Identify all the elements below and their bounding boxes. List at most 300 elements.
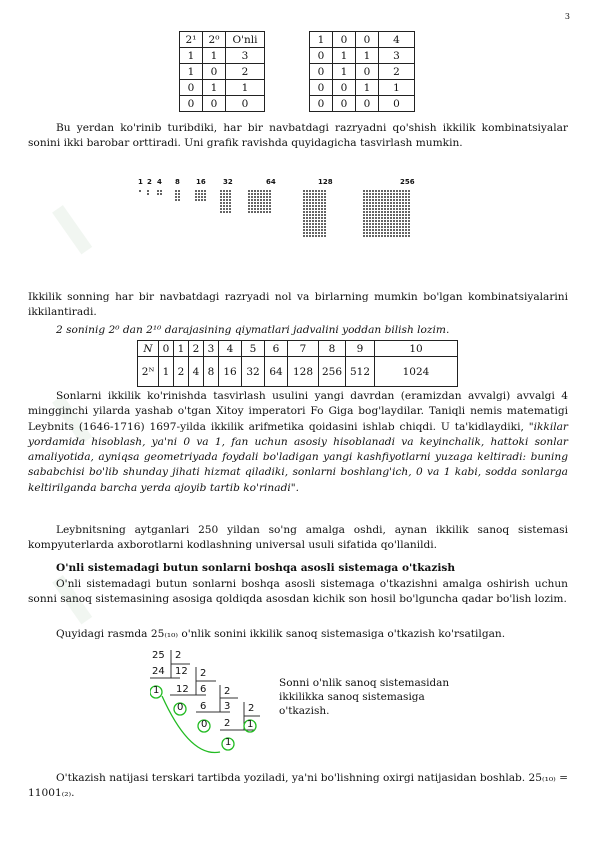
- dot: [393, 205, 395, 207]
- dot: [315, 235, 317, 237]
- dot: [372, 220, 374, 222]
- division-cell: 0: [201, 719, 208, 730]
- dot: [318, 193, 320, 195]
- dot: [366, 220, 368, 222]
- table-cell: 1: [333, 64, 356, 80]
- table-cell: 128: [288, 357, 319, 387]
- dot: [390, 235, 392, 237]
- dot: [318, 229, 320, 231]
- dot: [405, 202, 407, 204]
- dot: [384, 196, 386, 198]
- table-cell: 9: [346, 341, 375, 357]
- dot: [315, 223, 317, 225]
- table-cell: 1: [226, 80, 265, 96]
- dot: [369, 190, 371, 192]
- dot: [220, 196, 222, 198]
- dot: [312, 196, 314, 198]
- dot: [363, 193, 365, 195]
- dot: [363, 202, 365, 204]
- dot: [303, 232, 305, 234]
- dot: [306, 214, 308, 216]
- dot: [375, 208, 377, 210]
- dot: [318, 202, 320, 204]
- dot: [318, 208, 320, 210]
- dot: [204, 193, 206, 195]
- table-cell: 0: [180, 96, 203, 112]
- dot: [315, 220, 317, 222]
- division-cell: 12: [175, 666, 188, 677]
- dot: [306, 235, 308, 237]
- table-cell: 0: [159, 341, 174, 357]
- dot: [306, 217, 308, 219]
- dot: [321, 190, 323, 192]
- dot: [309, 196, 311, 198]
- table-cell: 2: [189, 341, 204, 357]
- dot: [306, 220, 308, 222]
- dot: [260, 199, 262, 201]
- dot: [363, 214, 365, 216]
- dot: [266, 193, 268, 195]
- table-cell: 0: [310, 64, 333, 80]
- dot: [303, 220, 305, 222]
- dot-label: 1: [138, 178, 143, 186]
- dot: [269, 190, 271, 192]
- dot: [387, 190, 389, 192]
- table-cell: 2ᴺ: [138, 357, 159, 387]
- dot: [405, 205, 407, 207]
- division-cell: 6: [200, 701, 207, 712]
- dot: [396, 217, 398, 219]
- dot: [251, 190, 253, 192]
- dot: [324, 208, 326, 210]
- dot: [303, 235, 305, 237]
- dot: [402, 226, 404, 228]
- dot: [312, 229, 314, 231]
- dot: [375, 220, 377, 222]
- table-cell: 1: [203, 80, 226, 96]
- dot: [396, 190, 398, 192]
- dot: [175, 196, 177, 198]
- dot: [381, 217, 383, 219]
- table-cell: 0: [310, 96, 333, 112]
- dot: [390, 193, 392, 195]
- dot: [378, 196, 380, 198]
- dot: [393, 229, 395, 231]
- dot: [381, 202, 383, 204]
- dot: [257, 193, 259, 195]
- dot: [375, 217, 377, 219]
- dot: [324, 193, 326, 195]
- dot: [381, 196, 383, 198]
- dot: [318, 235, 320, 237]
- dot: [366, 223, 368, 225]
- dot: [387, 208, 389, 210]
- dot: [178, 196, 180, 198]
- dot: [384, 214, 386, 216]
- dot: [139, 190, 141, 192]
- dot: [372, 193, 374, 195]
- dot: [306, 211, 308, 213]
- dot: [393, 220, 395, 222]
- dot: [324, 205, 326, 207]
- dot: [160, 190, 162, 192]
- dot: [315, 202, 317, 204]
- table-cell: 256: [319, 357, 346, 387]
- table-cell: 3: [379, 48, 415, 64]
- dot: [363, 208, 365, 210]
- dot: [378, 223, 380, 225]
- table-cell: 3: [226, 48, 265, 64]
- dot: [381, 190, 383, 192]
- dot: [269, 202, 271, 204]
- dot: [229, 199, 231, 201]
- dot: [324, 226, 326, 228]
- table-cell: 1: [310, 32, 333, 48]
- dot: [396, 214, 398, 216]
- dot: [248, 190, 250, 192]
- dot: [405, 235, 407, 237]
- dot: [390, 202, 392, 204]
- dot: [384, 229, 386, 231]
- dot: [375, 211, 377, 213]
- dot: [387, 202, 389, 204]
- dot: [384, 193, 386, 195]
- dot: [309, 214, 311, 216]
- dot: [369, 199, 371, 201]
- dot: [321, 202, 323, 204]
- dot: [321, 223, 323, 225]
- dot: [248, 211, 250, 213]
- dot: [309, 211, 311, 213]
- table-cell: 1: [159, 357, 174, 387]
- dot: [378, 220, 380, 222]
- dot: [226, 193, 228, 195]
- dot: [399, 217, 401, 219]
- dot: [399, 214, 401, 216]
- dot: [369, 217, 371, 219]
- dot: [303, 229, 305, 231]
- dot: [223, 205, 225, 207]
- dot: [393, 196, 395, 198]
- dot: [402, 229, 404, 231]
- dot: [263, 196, 265, 198]
- paragraph-result: O'tkazish natijasi terskari tartibda yoziladi, ya'ni bo'lishning oxirgi natijasidan boshlab. 25₍₁₀₎ = 11001₍₂₎.: [28, 772, 568, 800]
- dot: [393, 208, 395, 210]
- table-header: 2⁰: [203, 32, 226, 48]
- table-cell: 0: [203, 64, 226, 80]
- dot: [312, 220, 314, 222]
- dot: [393, 232, 395, 234]
- dot: [315, 229, 317, 231]
- table-cell: 512: [346, 357, 375, 387]
- dot: [315, 226, 317, 228]
- dot: [408, 199, 410, 201]
- dot: [399, 211, 401, 213]
- division-cell: 2: [175, 650, 182, 661]
- dot: [318, 190, 320, 192]
- dot: [309, 226, 311, 228]
- dot: [363, 196, 365, 198]
- dot: [378, 205, 380, 207]
- dot: [254, 199, 256, 201]
- dot: [393, 217, 395, 219]
- dot: [309, 235, 311, 237]
- dot: [387, 229, 389, 231]
- dot: [384, 199, 386, 201]
- dot: [366, 226, 368, 228]
- table-cell: 1: [333, 48, 356, 64]
- dot: [266, 205, 268, 207]
- dot: [321, 217, 323, 219]
- dot: [254, 202, 256, 204]
- dot: [226, 190, 228, 192]
- dot: [178, 193, 180, 195]
- dot: [312, 211, 314, 213]
- dot: [387, 220, 389, 222]
- dot: [384, 235, 386, 237]
- dot: [312, 235, 314, 237]
- dot: [372, 232, 374, 234]
- dot: [321, 232, 323, 234]
- dot: [396, 196, 398, 198]
- dot: [321, 226, 323, 228]
- dot: [312, 199, 314, 201]
- dot: [223, 193, 225, 195]
- dot: [312, 190, 314, 192]
- dot: [399, 235, 401, 237]
- dot: [366, 211, 368, 213]
- dot: [375, 202, 377, 204]
- dot: [381, 193, 383, 195]
- dot: [321, 193, 323, 195]
- dot: [375, 196, 377, 198]
- dot: [315, 190, 317, 192]
- dot: [324, 229, 326, 231]
- dot: [309, 190, 311, 192]
- dot: [363, 217, 365, 219]
- dot: [375, 214, 377, 216]
- table-cell: 1: [180, 48, 203, 64]
- dot: [405, 229, 407, 231]
- dot: [315, 217, 317, 219]
- dot: [251, 205, 253, 207]
- dot: [223, 199, 225, 201]
- dot: [201, 190, 203, 192]
- dot: [321, 196, 323, 198]
- dot: [390, 229, 392, 231]
- dot: [306, 208, 308, 210]
- dot: [381, 223, 383, 225]
- dot-group: [303, 190, 326, 237]
- dot: [399, 208, 401, 210]
- dot: [318, 220, 320, 222]
- dot: [260, 205, 262, 207]
- dot: [306, 223, 308, 225]
- table-cell: 16: [219, 357, 242, 387]
- paragraph-powers-note: 2 soninig 2⁰ dan 2¹⁰ darajasining qiymatlari jadvalini yoddan bilish lozim.: [56, 324, 450, 336]
- watermark: I: [38, 189, 108, 273]
- dot: [315, 211, 317, 213]
- dot: [387, 196, 389, 198]
- dot: [402, 199, 404, 201]
- dot: [324, 235, 326, 237]
- dot: [396, 235, 398, 237]
- dot: [363, 223, 365, 225]
- dot: [229, 190, 231, 192]
- dot: [309, 220, 311, 222]
- dot: [396, 229, 398, 231]
- dot: [378, 217, 380, 219]
- dot: [315, 193, 317, 195]
- table-cell: 4: [189, 357, 204, 387]
- dot: [369, 220, 371, 222]
- dot: [390, 226, 392, 228]
- dot: [306, 205, 308, 207]
- dot: [257, 205, 259, 207]
- dot: [312, 214, 314, 216]
- dot: [390, 208, 392, 210]
- dot: [269, 196, 271, 198]
- dot: [248, 196, 250, 198]
- dot: [303, 211, 305, 213]
- dot: [257, 196, 259, 198]
- dot: [405, 211, 407, 213]
- dot: [178, 190, 180, 192]
- dot: [220, 211, 222, 213]
- dot: [318, 211, 320, 213]
- dot: [220, 193, 222, 195]
- dot: [369, 205, 371, 207]
- dot: [201, 199, 203, 201]
- section-heading: O'nli sistemadagi butun sonlarni boshqa asosli sistemaga o'tkazish: [56, 562, 456, 574]
- dot: [408, 226, 410, 228]
- division-cell: 2: [248, 703, 255, 714]
- dot: [226, 202, 228, 204]
- dot-group: [363, 190, 410, 237]
- dot: [387, 232, 389, 234]
- dot: [321, 220, 323, 222]
- dot: [372, 190, 374, 192]
- dot: [378, 232, 380, 234]
- dot: [399, 226, 401, 228]
- dot: [315, 199, 317, 201]
- dot: [369, 229, 371, 231]
- dot: [405, 208, 407, 210]
- dot: [309, 223, 311, 225]
- dot: [399, 196, 401, 198]
- dot-label: 8: [175, 178, 180, 186]
- dot: [251, 199, 253, 201]
- dot: [369, 211, 371, 213]
- dot: [309, 229, 311, 231]
- dot: [266, 211, 268, 213]
- dot: [369, 235, 371, 237]
- dot: [393, 214, 395, 216]
- table-cell: 1: [180, 64, 203, 80]
- dot: [402, 208, 404, 210]
- division-cell: 6: [200, 684, 207, 695]
- leibniz-quote: "ikkilar yordamida hisoblash, ya'ni 0 va 1, fan uchun asosiy hisoblanadi va keyinchalik, hattoki sonlar amaliyotida, ayniqsa geometriyada foydali bo'ladigan yangi kashfiyotlarni yuzaga keltiradi: buning sababchisi bo'lib shunday jihati hizmat qiladiki, sonlarni boshlang'ich, 0 va 1 kabi, sodda sonlarga keltirilganda barcha yerda ajoyib tartib ko'rinadi".: [28, 420, 568, 494]
- dot: [393, 193, 395, 195]
- dot: [366, 232, 368, 234]
- dot: [318, 214, 320, 216]
- dot: [220, 205, 222, 207]
- binary-table-2bit: [179, 31, 265, 112]
- dot: [378, 190, 380, 192]
- dot: [408, 196, 410, 198]
- dot: [381, 208, 383, 210]
- dot: [229, 196, 231, 198]
- dot: [366, 208, 368, 210]
- dot: [405, 217, 407, 219]
- dot: [366, 205, 368, 207]
- dot: [266, 202, 268, 204]
- dot: [303, 214, 305, 216]
- dot-label: 256: [400, 178, 415, 186]
- dot-group: [248, 190, 271, 213]
- dot: [390, 232, 392, 234]
- table-cell: 0: [203, 96, 226, 112]
- dot: [378, 226, 380, 228]
- dot-label: 64: [266, 178, 276, 186]
- dot: [303, 193, 305, 195]
- dot: [384, 205, 386, 207]
- dot: [378, 202, 380, 204]
- dot: [372, 199, 374, 201]
- dot: [324, 223, 326, 225]
- dot: [372, 226, 374, 228]
- dot: [157, 193, 159, 195]
- dot: [260, 202, 262, 204]
- dot: [248, 199, 250, 201]
- dot: [147, 190, 149, 192]
- division-cell: 0: [177, 702, 184, 713]
- dot: [363, 205, 365, 207]
- dot-group: [157, 190, 162, 195]
- dot: [263, 208, 265, 210]
- dot: [381, 211, 383, 213]
- table-cell: 4: [379, 32, 415, 48]
- dot: [160, 193, 162, 195]
- dot: [396, 223, 398, 225]
- dot: [223, 208, 225, 210]
- division-cell: 3: [224, 701, 231, 712]
- dot: [408, 211, 410, 213]
- dot: [254, 211, 256, 213]
- dot: [384, 232, 386, 234]
- dot-label: 4: [157, 178, 162, 186]
- dot: [405, 232, 407, 234]
- dot: [384, 226, 386, 228]
- dot: [324, 214, 326, 216]
- dot: [402, 193, 404, 195]
- dot: [321, 214, 323, 216]
- dot: [396, 205, 398, 207]
- dot: [390, 223, 392, 225]
- dot-group: [195, 190, 206, 201]
- table-cell: 4: [219, 341, 242, 357]
- dot: [198, 190, 200, 192]
- dot: [366, 202, 368, 204]
- watermark: I: [38, 559, 108, 643]
- dot: [303, 217, 305, 219]
- dot: [363, 235, 365, 237]
- dot: [318, 199, 320, 201]
- dot: [405, 199, 407, 201]
- dot: [369, 202, 371, 204]
- dot: [263, 199, 265, 201]
- dot: [372, 205, 374, 207]
